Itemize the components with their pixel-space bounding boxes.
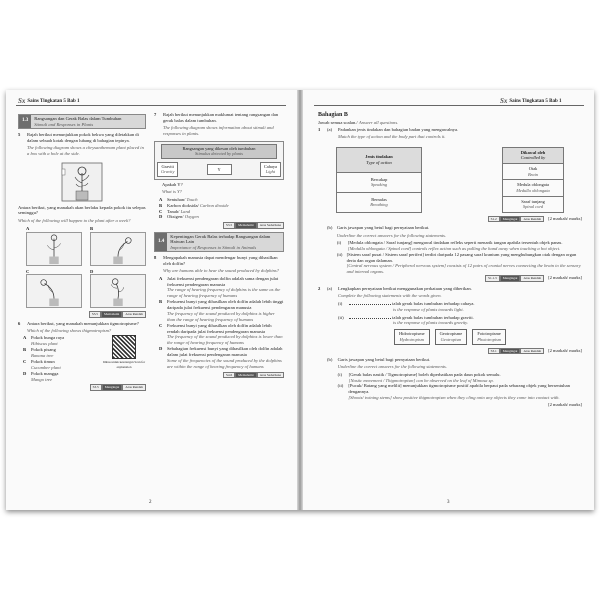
page-number-left: 2 [149,500,152,505]
control-table: Dikawal oleh Controlled by Otak Brain Medula oblongata Medulla oblongata Saraf tunjang Spinal cord [502,147,564,213]
q1b-level-tag: S1.1.3 Mengingat Aras Rendah [485,275,544,281]
marks-label: [2 markah/ marks] [548,275,582,281]
question-number: 8 [154,255,157,261]
control-row[interactable]: Medula oblongata Medulla oblongata [503,180,564,196]
section-title: Rangsangan dan Gerak Balas dalam Tumbuhan [34,116,122,121]
option-letter: D [23,370,27,376]
tag-code: S3.5 [90,384,102,390]
option-letter: C [23,358,27,364]
option-b[interactable]: B Frekuensi bunyi yang dihasilkan oleh dolfin adalah lebih tinggi daripada julat frekuensi pendengaran manusia The frequency of the sound produced by dolphins is higher than the range of hearing frequency of humans [159,299,284,322]
statement-i[interactable]: (i) [Medula oblongata / Saraf tunjang] mengawal tindakan refleks seperti menarik tangan apabila tersentuh objek panas. [Medulla oblongata / Spinal cord] controls reflex action such as pulling the hand away when touching a hot object. [336,239,563,251]
match-tables [318,144,582,216]
plant-option-c-icon [26,274,82,308]
question-number: 1 [318,127,321,133]
book-logo: Sx [500,97,508,105]
left-page [6,90,296,510]
question-text-en: The following diagram shows information about stimuli and responses in plants. [163,125,274,137]
action-table: Jenis tindakan Type of action Bercakap Speaking Bernafas Breathing [336,147,422,213]
option-text-en: Banana tree [31,353,54,359]
left-page-header [18,97,79,105]
right-column [318,112,582,411]
tag-level: Mengingat [102,384,123,390]
plant-option-b-icon [90,232,146,266]
left-header-rule [16,105,286,106]
blank-input[interactable] [349,318,391,319]
right-page-header [500,97,561,105]
blank-input[interactable] [349,304,391,305]
option-d[interactable] [90,269,146,309]
option-c[interactable] [26,269,82,309]
action-row[interactable]: Bercakap Speaking [337,172,422,192]
diagram-title-en: Stimulus detected by plants [195,151,243,157]
option-text: Pokok mangga [31,370,59,376]
right-header-title: Sains Tingkatan 5 Bab 1 [509,98,562,104]
diagram-box-light: Cahaya Light [260,162,281,177]
qr-code-icon[interactable] [112,335,136,359]
question-number: 7 [154,112,157,117]
section-b-instruction-en: Answer all questions. [358,119,399,125]
left-column-2 [154,112,284,381]
question-5 [18,132,146,159]
tag-code: S3.5 [89,311,101,317]
question-number: 6 [18,320,21,326]
marks-label: [2 markah/ marks] [548,402,582,407]
option-text-en: Mango tree [31,376,53,382]
section-title-en: Importance of Responses to Stimuli in Animals [170,244,257,250]
question-text: Rajah berikut menunjukkan maklumat tentang rangsangan dan gerak balas dalam tumbuhan. [163,112,279,123]
word-option[interactable]: Fototropisme Phototropism [472,329,506,344]
book-logo: Sx [18,97,26,105]
tag-rank: Aras Sederhana [257,372,284,378]
right-page [304,90,594,510]
question-ask-en: What is Y? [162,189,182,195]
option-d[interactable]: D Oksigen/ Oxygen [159,214,199,220]
marks-label: [2 markah/ marks] [548,347,582,353]
question-2b: (b) Garis jawapan yang betul bagi pernyataan berikut. Underline the correct answers for the following statements. (i) [Gerak balas nastik / Tigmotropisme] boleh diperhatikan pada daun pokok semalu. [Nastic movement / Thigmotropism] can be observed on the leaf of Mimosa sp. (ii) [Pucuk/ Batang yang melilit] menunjukkan tigmotropisme positif apabila berpaut pada sebarang objek yang bersentuhan dengannya. [Shoots/ twining stems] show positive thigmotropism when they cling onto any objects they come into contact with. [327,357,582,401]
question-ask: Apakah Y? [162,182,183,187]
option-b[interactable] [23,347,64,359]
option-a[interactable] [26,226,82,266]
section-number: 1.4 [155,233,167,252]
q1a-level-tag: S1.2 Mengingat Aras Rendah [488,216,544,222]
statement-ii[interactable]: (ii) [Pucuk/ Batang yang melilit] menunjukkan tigmotropisme positif apabila berpaut pada sebarang objek yang bersentuhan dengannya. [Shoots/ twining stems] show positive thigmotropism when they cling onto any objects they come into contact with. [337,383,570,401]
question-text-en: Which of the following shows thigmotropism? [27,328,112,334]
control-row[interactable]: Saraf tunjang Spinal cord [503,196,564,212]
open-book [6,90,594,510]
section-1-3-banner [18,114,146,129]
option-text-en: Hibiscus plant [31,341,58,347]
section-title: Kepentingan Gerak Balas terhadap Rangsangan dalam Haiwan Lain [170,233,271,245]
tag-code: S4.6 [223,372,235,378]
plant-option-d-icon [90,274,146,308]
q5-diagram [18,161,146,203]
q7-level-tag [154,222,284,228]
plant-option-a-icon [26,232,82,266]
qr-block [102,335,146,382]
plant-in-box-icon [60,161,104,203]
tag-level: Memahami [235,372,256,378]
tag-rank: Aras Rendah [122,384,146,390]
section-title-en: Stimuli and Responses in Plants [34,121,94,127]
option-text-en: Cucumber plant [31,364,61,370]
q5-options [26,226,146,309]
tag-rank: Aras Rendah [122,311,146,317]
option-letter: B [90,225,94,231]
option-d[interactable] [23,371,64,383]
stimulus-diagram [154,141,284,181]
question-number: 5 [18,132,21,137]
q6-options [18,335,64,382]
fill-ii: (ii) ialah gerak balas tumbuhan terhadap graviti. is the response of plants towards gravity. [338,314,474,326]
option-b[interactable]: B Karbon dioksida/ Carbon dioxide [159,202,229,208]
option-text: Pokok pisang [31,347,56,353]
diagram-box-gravity: Graviti Gravity [157,162,178,177]
action-row[interactable]: Bernafas Breathing [337,192,422,212]
option-letter: A [23,335,27,341]
option-c[interactable] [23,359,64,371]
option-c[interactable]: C Frekuensi bunyi yang dihasilkan oleh dolfin adalah lebih rendah daripada julat frekuensi pendengaran manusia The frequency of the sound produced by dolphins is lower than the range of hearing frequency of humans [159,322,283,346]
word-option[interactable]: Geotropisme Geotropism [435,329,468,344]
question-1a [318,127,582,142]
q2a-level-tag: S3.1 Mengingat Aras Rendah [488,348,544,354]
word-option[interactable]: Hidrotropisme Hydrotropism [394,329,430,344]
q6-level-tag [18,384,146,390]
statement-i[interactable]: (i) [Gerak balas nastik / Tigmotropisme] boleh diperhatikan pada daun pokok semalu. [Nastic movement / Thigmotropism] can be observed on the leaf of Mimosa sp. [337,371,501,383]
section-b-title: Bahagian B [318,112,348,118]
question-2a: 2 (a) Lengkapkan pernyataan berikut menggunakan perkataan yang diberikan. Complete the following statements with the words given. (i) ialah gerak balas tumbuhan terhadap cahaya. is the response of plants towards light. (ii) ialah gerak balas tumbuhan terhadap graviti. is the response of plants towards gravity. [318,285,475,326]
tag-level: Memahami [235,222,256,228]
qr-caption: Imbas untuk keterangan Scan for explanation [102,360,146,369]
q7-options [154,197,284,221]
question-text-en: Match the type of action and the body part that controls it. [338,134,446,140]
question-text-en: Why are humans able to hear the sound produced by dolphins? [163,268,280,274]
question-text: Mengapakah manusia dapat mendengar bunyi yang dihasilkan oleh dolfin? [163,255,278,266]
question-text: Antara berikut, yang manakah menunjukkan tigmotropisme? [27,320,139,326]
question-1b: (b) Garis jawapan yang betul bagi pernyataan berikut. Underline the correct answers for the following statements. (i) [Medula oblongata / Saraf tunjang] mengawal tindakan refleks seperti menarik tangan apabila tersentuh objek panas. [Medulla oblongata / Spinal cord] controls reflex action such as pulling the hand away when touching a hot object. (ii) [Sistem saraf pusat / Sistem saraf periferi] terdiri daripada 12 pasang saraf kranium yang menghubungkan otak dengan organ deria dan organ dalaman. [Central nervous system / Peripheral nervous system] consists of 12 pairs of cranial nerves connecting the brain to the sensory and internal organs. [327,225,581,275]
option-a[interactable]: A Sentuhan/ Touch [159,196,198,202]
section-b-instruction: Jawab semua soalan./ [318,119,358,125]
option-letter: B [23,347,27,353]
question-7 [154,112,284,139]
right-header-rule [314,105,584,106]
diagram-title-text: Rangsangan yang dikesan oleh tumbuhan [182,145,256,151]
question-6 [18,321,146,336]
question-text-en: The following diagram shows a chrysanthemum plant placed in a box with a hole at the side. [27,145,144,157]
option-d[interactable]: D Sebahagian frekuensi bunyi yang dihasilkan oleh dolfin adalah dalam julat frekuensi pendengaran manusia Some of the frequencies of the sound produced by the dolphins are within the range of hearing frequency of humans [159,346,283,369]
marks-label: [2 markah/ marks] [548,216,582,222]
tag-code: S3.5 [223,222,235,228]
option-letter: D [90,268,94,274]
diagram-title [161,144,277,159]
q8-level-tag [154,372,284,378]
question-ask: Antara berikut, yang manakah akan berlaku kepada pokok itu selepas seminggu? [18,204,146,216]
book-spine [297,90,303,510]
word-bank [318,329,582,344]
question-text: Rajah berikut menunjukkan pokok bekwa yang diletakkan di dalam sebuah kotak dengan lubang di bahagian tepinya. [27,132,139,143]
tag-rank: Aras Sederhana [257,222,284,228]
option-c[interactable]: C Tanah/ Land [159,208,191,214]
option-letter: A [26,225,30,231]
statement-ii[interactable]: (ii) [Sistem saraf pusat / Sistem saraf periferi] terdiri daripada 12 pasang saraf kranium yang menghubungkan otak dengan organ deria dan organ dalaman. [Central nervous system / Peripheral nervous system] consists of 12 pairs of cranial nerves connecting the brain to the sensory and internal organs. [336,251,581,275]
left-column-1 [18,112,146,394]
option-text: Pokok bunga raya [31,335,65,341]
question-text: Padankan jenis tindakan dan bahagian badan yang mengawalnya. [338,127,459,133]
question-ask-en: Which of the following will happen to the plant after a week? [18,217,131,223]
q5-level-tag [18,311,146,317]
diagram-box-y: Y [207,164,232,176]
page-number-right: 3 [447,500,450,505]
control-row[interactable]: Otak Brain [503,164,564,180]
option-text: Pokok timun [31,358,55,364]
option-a[interactable]: A Julat frekuensi pendengaran dolfin adalah sama dengan julat frekuensi pendengaran manusia The range of hearing frequency of dolphins is the same as the range of hearing frequency of humans [159,275,281,299]
section-1-4-banner [154,232,284,253]
option-b[interactable] [90,226,146,266]
fill-i: (i) ialah gerak balas tumbuhan terhadap cahaya. is the response of plants towards light. [338,300,475,312]
option-letter: C [26,268,30,274]
tag-level: Memahami [101,311,122,317]
option-a[interactable] [23,335,64,347]
q8-options [154,276,284,370]
left-header-title: Sains Tingkatan 5 Bab 1 [27,98,80,104]
part-label: (a) [327,127,333,133]
question-8 [154,255,284,276]
section-number: 1.3 [19,115,31,128]
